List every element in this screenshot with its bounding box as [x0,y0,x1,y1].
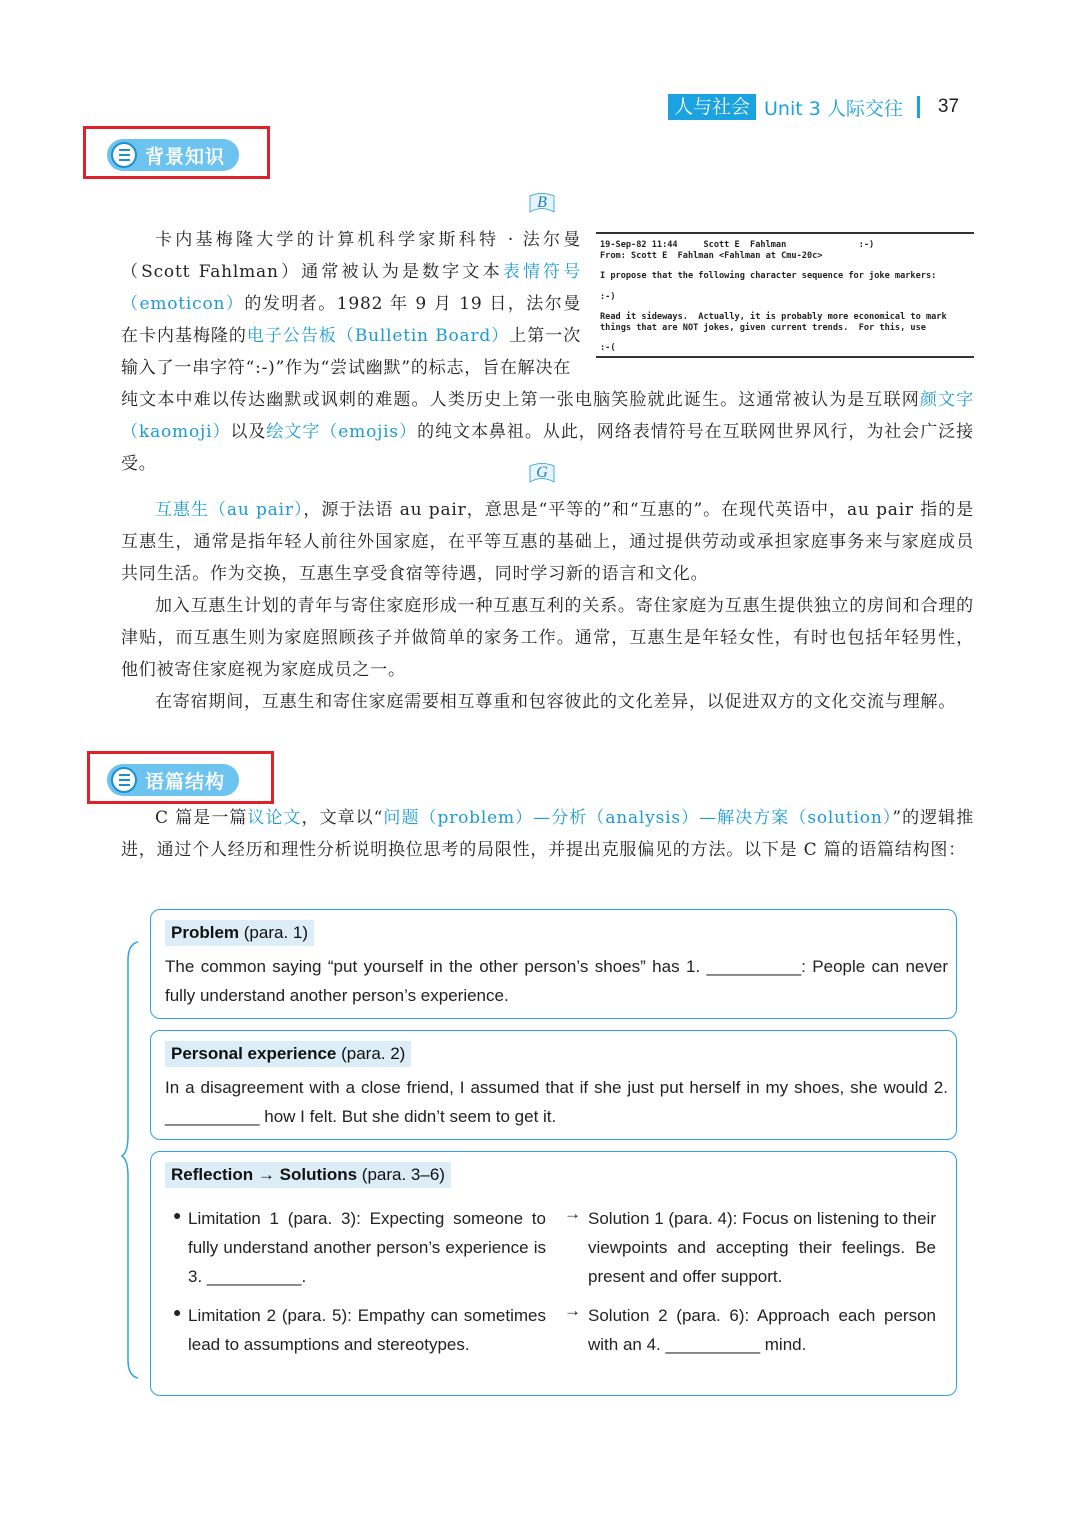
reflection-box [150,1151,957,1396]
section-pill-background [107,139,239,171]
experience-text: In a disagreement with a close friend, I assumed that if she just put herself in my shoes, she would 2. __________ how I felt. But she didn’t seem to get it. [165,1078,948,1126]
email-line: Read it sideways. Actually, it is probably more economical to mark [600,312,947,322]
email-line: :-) [600,291,616,302]
email-line [600,333,970,343]
paragraph-b-top: 卡内基梅隆大学的计算机科学家斯科特 · 法尔曼（Scott Fahlman）通常被认为是数字文本表情符号（emoticon）的发明者。1982 年 9 月 19 日，法尔曼在卡内基梅隆的电子公告板（Bulletin Board）上第一次输入了一串字符“:-)”作为“尝试幽默”的标志，旨在解决在 [121,230,582,378]
page-header [668,94,959,120]
structure-brace [120,940,144,1380]
paragraph-g-2: 加入互惠生计划的青年与寄住家庭形成一种互惠互利的关系。寄住家庭为互惠生提供独立的房间和合理的津贴，而互惠生则为家庭照顾孩子并做简单的家务工作。通常，互惠生是年轻女性，有时也包括年轻男性，他们被寄住家庭视为家庭成员之一。 [121,596,974,680]
email-line: From: Scott E Fahlman <Fahlman at Cmu-20c> [600,250,823,261]
paragraph-g-1: 互惠生（au pair），源于法语 au pair，意思是“平等的”和“互惠的”。在现代英语中，au pair 指的是互惠生，通常是指年轻人前往外国家庭，在平等互惠的基础上，通过提供劳动或承担家庭事务来与家庭成员共同生活。作为交换，互惠生享受食宿等待遇，同时学习新的语言和文化。 [121,500,974,584]
letter-g-badge [527,458,557,486]
experience-tag: Personal experience (para. 2) [165,1041,411,1067]
email-line [600,261,970,271]
email-line: 19-Sep-82 11:44 Scott E Fahlman :-) [600,240,875,250]
email-line: things that are NOT jokes, given current trends. For this, use [600,322,926,333]
problem-tag: Problem (para. 1) [165,920,314,946]
section-title-background: 背景知识 [145,145,226,168]
keyword-argumentative: 议论文 [247,808,302,828]
arrow-right-icon: → [564,1204,581,1223]
header-unit-title: Unit 3 人际交往 [764,97,903,120]
email-screenshot [596,232,974,358]
problem-box [150,909,957,1019]
email-line: I propose that the following character sequence for joke markers: [600,271,937,281]
letter-b-badge [527,188,557,216]
keyword-kaomoji: 颜文字（kaomoji） [121,390,974,442]
limitation-1: Limitation 1 (para. 3): Expecting someone to fully understand another person’s experience is 3. __________. [188,1209,546,1286]
bullet-icon: ● [173,1207,182,1223]
limitation-2: Limitation 2 (para. 5): Empathy can sometimes lead to assumptions and stereotypes. [188,1306,546,1354]
keyword-au-pair: 互惠生（au pair） [155,500,304,520]
experience-box [150,1030,957,1140]
keyword-structure: 问题（problem）—分析（analysis）—解决方案（solution） [383,808,893,828]
header-section-badge: 人与社会 [668,94,756,120]
header-divider [917,96,920,118]
solution-2: Solution 2 (para. 6): Approach each person with an 4. __________ mind. [588,1306,936,1354]
email-line: :-( [600,343,616,353]
page-number: 37 [937,96,960,117]
problem-text: The common saying “put yourself in the other person’s shoes” has 1. __________: People can never fully understand another person’s experience. [165,957,948,1005]
bullet-icon: ● [173,1304,182,1320]
email-line [600,302,970,312]
keyword-emoticon: 表情符号（emoticon） [121,262,582,314]
arrow-right-icon: → [564,1301,581,1320]
keyword-emojis: 绘文字（emojis） [266,422,418,442]
list-icon [111,142,137,168]
list-icon [111,767,137,793]
keyword-bulletin-board: 电子公告板（Bulletin Board） [246,326,510,346]
email-line [600,282,970,292]
section-pill-structure [107,764,239,796]
solution-1: Solution 1 (para. 4): Focus on listening to their viewpoints and accepting their feelings. Be present and offer support. [588,1209,936,1286]
section-title-structure: 语篇结构 [145,770,226,793]
letter-g: G [536,464,548,481]
paragraph-b-bottom: 纯文本中难以传达幽默或讽刺的难题。人类历史上第一张电脑笑脸就此诞生。这通常被认为是互联网颜文字（kaomoji）以及绘文字（emojis）的纯文本鼻祖。从此，网络表情符号在互联网世界风行，为社会广泛接受。 [121,390,974,474]
paragraph-g-3: 在寄宿期间，互惠生和寄住家庭需要相互尊重和包容彼此的文化差异，以促进双方的文化交流与理解。 [155,692,956,712]
reflection-tag: Reflection → Solutions (para. 3–6) [165,1162,451,1188]
letter-b: B [537,194,547,211]
paragraph-c-intro: C 篇是一篇议论文，文章以“问题（problem）—分析（analysis）—解决方案（solution）”的逻辑推进，通过个人经历和理性分析说明换位思考的局限性，并提出克服偏见的方法。以下是 C 篇的语篇结构图： [121,808,974,860]
